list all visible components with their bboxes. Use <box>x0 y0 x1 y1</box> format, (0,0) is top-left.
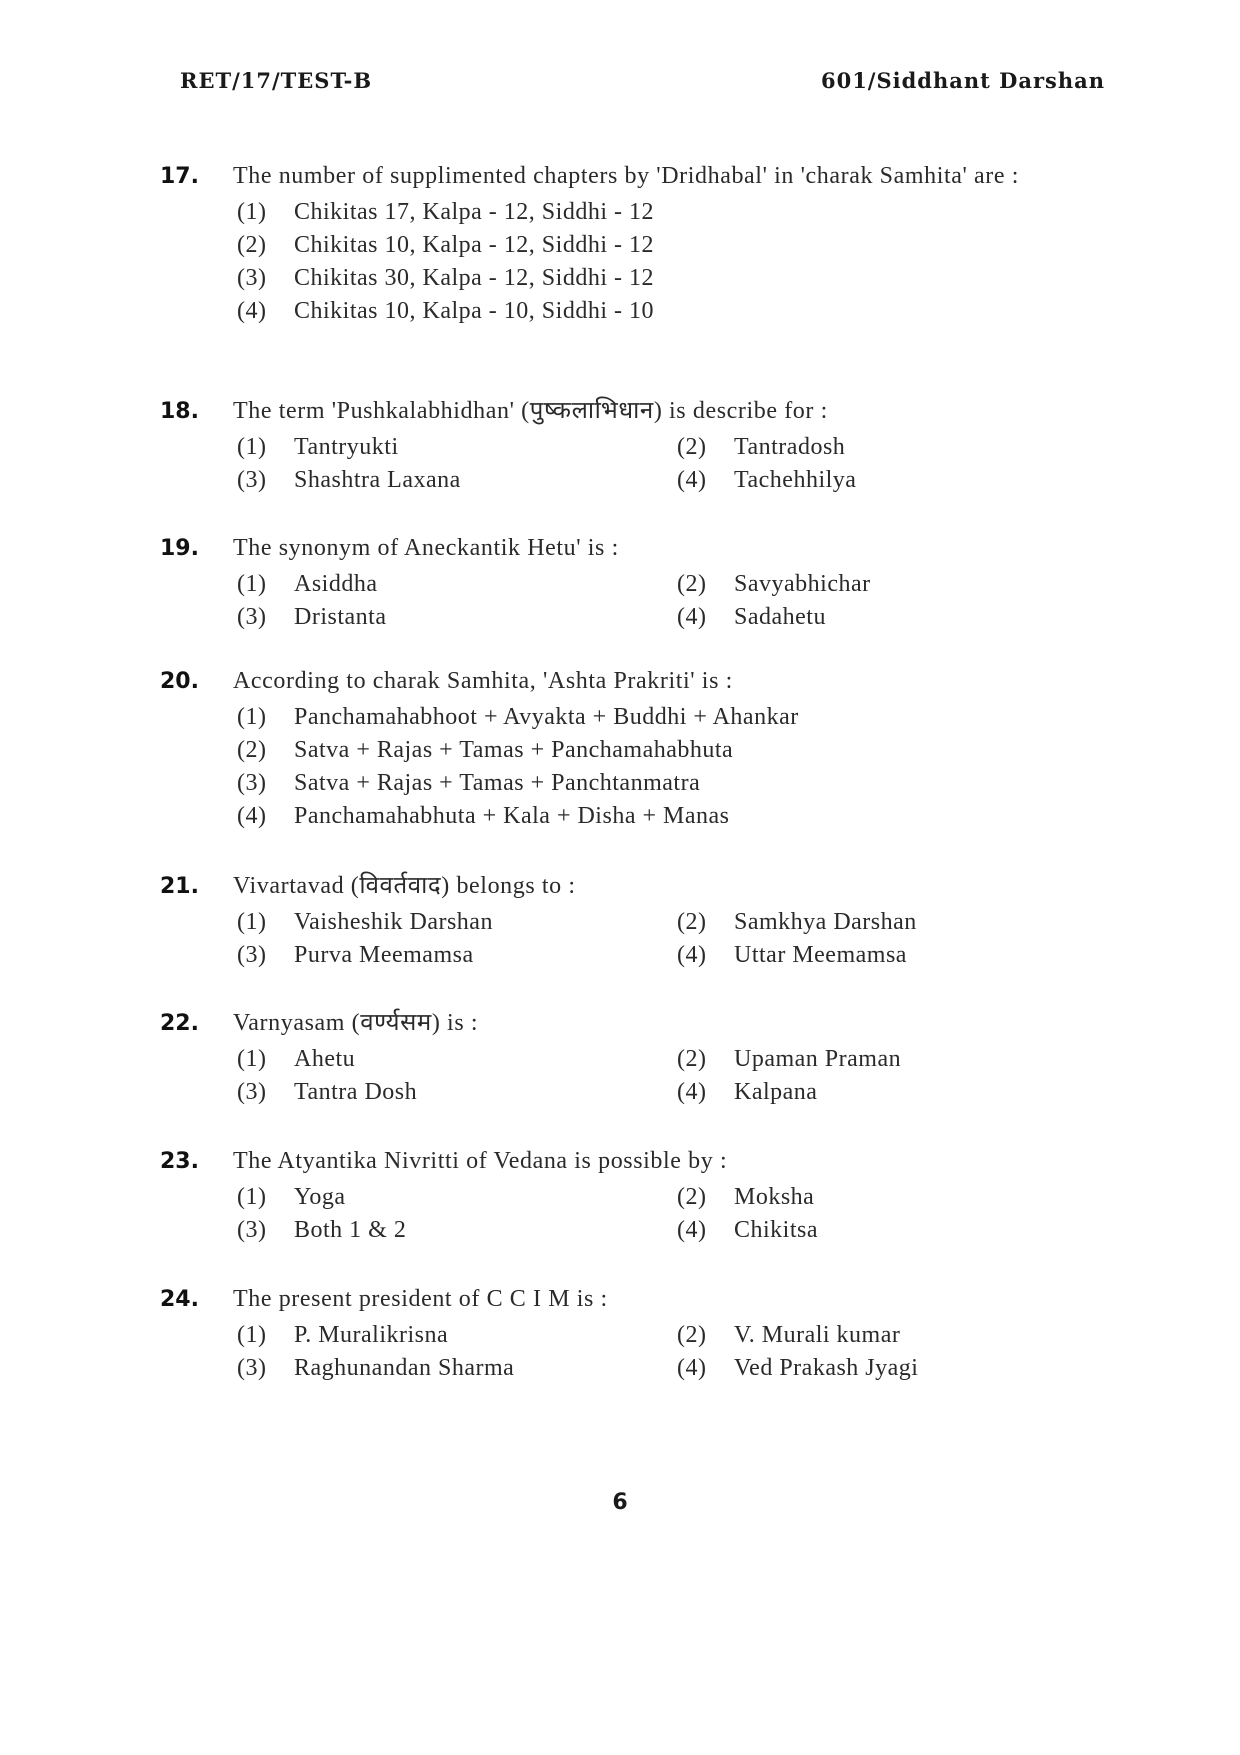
question-number: 22. <box>160 1011 199 1036</box>
question-number: 20. <box>160 669 199 694</box>
option-1: (1) Panchamahabhoot + Avyakta + Buddhi + Ahankar <box>237 704 799 730</box>
question-number: 21. <box>160 874 199 899</box>
option-3: (3) Raghunandan Sharma <box>237 1355 515 1381</box>
question-text: The term 'Pushkalabhidhan' (पुष्कलाभिधान) is describe for : <box>233 398 828 424</box>
question-number: 24. <box>160 1287 199 1312</box>
question-number: 17. <box>160 164 199 189</box>
option-2: (2) Upaman Praman <box>677 1046 902 1072</box>
options-list <box>237 1319 1120 1385</box>
option-2: (2) Moksha <box>677 1184 815 1210</box>
question-20 <box>160 668 1120 833</box>
option-4: (4) Sadahetu <box>677 604 826 630</box>
option-4: (4) Ved Prakash Jyagi <box>677 1355 919 1381</box>
option-1: (1) Ahetu <box>237 1046 356 1072</box>
option-2: (2) Tantradosh <box>677 434 846 460</box>
options-list <box>237 1181 1120 1247</box>
option-1: (1) P. Muralikrisna <box>237 1322 449 1348</box>
question-23 <box>160 1148 1120 1247</box>
question-19 <box>160 535 1120 634</box>
option-3: (3) Both 1 & 2 <box>237 1217 407 1243</box>
option-3: (3) Satva + Rajas + Tamas + Panchtanmatra <box>237 770 701 796</box>
option-3: (3) Dristanta <box>237 604 387 630</box>
test-code: RET/17/TEST-B <box>180 68 373 93</box>
option-4: (4) Uttar Meemamsa <box>677 942 907 968</box>
option-2: (2) Samkhya Darshan <box>677 909 917 935</box>
question-text: The present president of C C I M is : <box>233 1286 608 1312</box>
question-number: 23. <box>160 1149 199 1174</box>
question-text: The Atyantika Nivritti of Vedana is possible by : <box>233 1148 728 1174</box>
question-text: The number of supplimented chapters by 'Dridhabal' in 'charak Samhita' are : <box>233 163 1019 189</box>
question-22 <box>160 1010 1120 1109</box>
options-list <box>237 431 1120 497</box>
option-1: (1) Vaisheshik Darshan <box>237 909 493 935</box>
question-24 <box>160 1286 1120 1385</box>
option-3: (3) Shashtra Laxana <box>237 467 461 493</box>
option-4: (4) Chikitsa <box>677 1217 819 1243</box>
question-18 <box>160 398 1120 497</box>
option-4: (4) Chikitas 10, Kalpa - 10, Siddhi - 10 <box>237 298 654 324</box>
option-4: (4) Panchamahabhuta + Kala + Disha + Manas <box>237 803 730 829</box>
question-17 <box>160 163 1120 328</box>
option-3: (3) Tantra Dosh <box>237 1079 418 1105</box>
question-21 <box>160 873 1120 972</box>
options-list <box>237 568 1120 634</box>
question-text: According to charak Samhita, 'Ashta Prakriti' is : <box>233 668 733 694</box>
option-1: (1) Chikitas 17, Kalpa - 12, Siddhi - 12 <box>237 199 654 225</box>
paper-title: 601/Siddhant Darshan <box>820 68 1105 93</box>
option-4: (4) Kalpana <box>677 1079 818 1105</box>
question-number: 18. <box>160 399 199 424</box>
question-text: Varnyasam (वर्ण्यसम) is : <box>233 1010 479 1036</box>
option-4: (4) Tachehhilya <box>677 467 857 493</box>
page-header <box>180 68 1105 104</box>
option-3: (3) Chikitas 30, Kalpa - 12, Siddhi - 12 <box>237 265 654 291</box>
option-1: (1) Yoga <box>237 1184 346 1210</box>
option-1: (1) Asiddha <box>237 571 378 597</box>
options-list <box>237 1043 1120 1109</box>
question-number: 19. <box>160 536 199 561</box>
question-text: The synonym of Aneckantik Hetu' is : <box>233 535 619 561</box>
options-list <box>237 196 1120 328</box>
options-list <box>237 701 1120 833</box>
option-2: (2) Savyabhichar <box>677 571 871 597</box>
options-list <box>237 906 1120 972</box>
option-3: (3) Purva Meemamsa <box>237 942 474 968</box>
option-1: (1) Tantryukti <box>237 434 399 460</box>
option-2: (2) V. Murali kumar <box>677 1322 901 1348</box>
page-number: 6 <box>612 1490 628 1515</box>
option-2: (2) Chikitas 10, Kalpa - 12, Siddhi - 12 <box>237 232 654 258</box>
question-text: Vivartavad (विवर्तवाद) belongs to : <box>233 873 576 899</box>
option-2: (2) Satva + Rajas + Tamas + Panchamahabhuta <box>237 737 734 763</box>
